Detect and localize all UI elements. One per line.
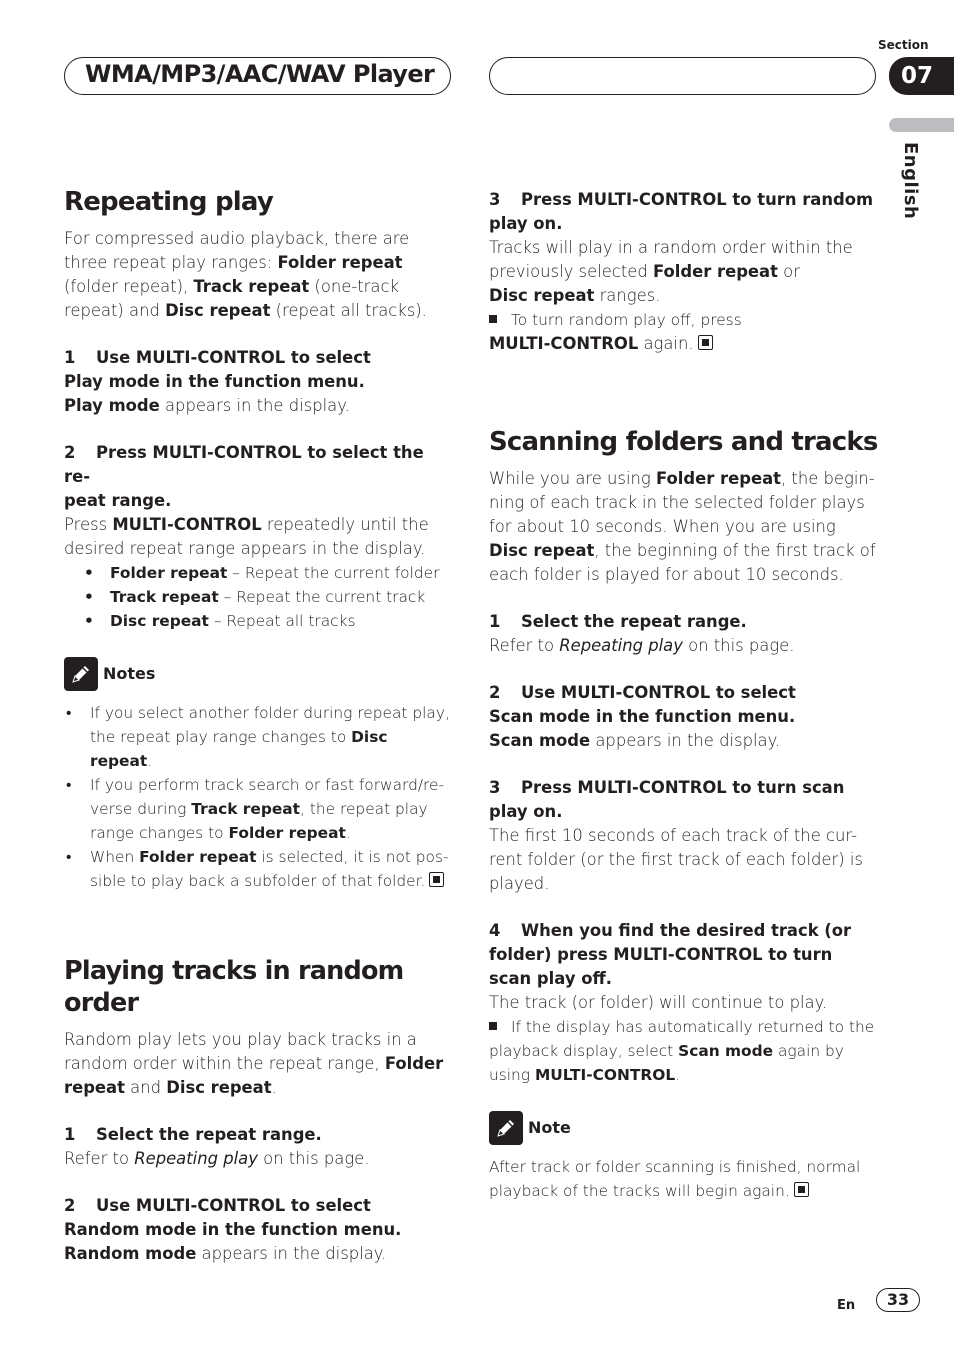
repeating-step-2-body: Press MULTI-CONTROL repeatedly until the desired repeat range appears in the display. [64,515,429,558]
language-tab [889,118,954,132]
end-mark-icon [794,1182,809,1197]
notes-header [64,657,454,691]
scanning-step-4: 4 When you find the desired track (or folder) press MULTI-CONTROL to turn scan play off. [489,921,852,988]
list-item: • Track repeat – Repeat the current track [64,585,454,609]
repeating-intro: For compressed audio playback, there are three repeat play ranges: Folder repeat (folder repeat), Track repeat (one-track repeat) and Disc repeat (repeat all tracks). [64,229,427,320]
list-item: • Disc repeat – Repeat all tracks [64,609,454,633]
footer-language-code: En [837,1298,856,1313]
tip-square-icon [489,1022,497,1030]
random-tip: To turn random play off, press MULTI-CONTROL again. [489,311,742,353]
page-number: 33 [876,1288,920,1312]
repeating-step-2: 2 Press MULTI-CONTROL to select the re- peat range. [64,443,424,510]
scanning-step-3: 3 Press MULTI-CONTROL to turn scan play on. [489,778,845,821]
header-blank-frame [489,57,876,95]
tip-square-icon [489,315,497,323]
scanning-heading: Scanning folders and tracks [489,427,878,457]
scanning-step-4-body: The track (or folder) will continue to play. [489,993,828,1012]
note-header [489,1111,879,1145]
end-mark-icon [429,872,444,887]
repeating-step-1-body: Play mode appears in the display. [64,396,350,415]
scanning-step-2: 2 Use MULTI-CONTROL to select Scan mode in the function menu. [489,683,796,726]
note-label: Note [528,1118,571,1137]
scanning-step-1-body: Refer to Repeating play on this page. [489,636,795,655]
random-step-2-body: Random mode appears in the display. [64,1244,387,1263]
right-column [489,188,879,1203]
section-number-tab: 07 [889,57,954,95]
scanning-tip: If the display has automatically returned to the playback display, select Scan mode again by using MULTI-CONTROL. [489,1018,875,1084]
note-pencil-icon [489,1111,523,1145]
notes-label: Notes [103,664,156,683]
language-label: English [900,142,921,220]
end-mark-icon [698,335,713,350]
list-item: • Folder repeat – Repeat the current folder [64,561,454,585]
repeating-step-1: 1 Use MULTI-CONTROL to select Play mode in the function menu. [64,348,371,391]
scanning-step-2-body: Scan mode appears in the display. [489,731,781,750]
scanning-intro: While you are using Folder repeat, the begin-ning of each track in the selected folder plays for about 10 seconds. When you are using Disc repeat, the beginning of the first track of each folder is played for about 10 seconds. [489,469,876,584]
random-step-1: 1 Select the repeat range. [64,1125,322,1144]
note-item: • If you perform track search or fast forward/re-verse during Track repeat, the repeat play range changes to Folder repeat. [64,773,454,845]
random-intro: Random play lets you play back tracks in a random order within the repeat range, Folder repeat and Disc repeat. [64,1030,444,1097]
page-header-title: WMA/MP3/AAC/WAV Player [85,60,435,88]
scanning-note-text: After track or folder scanning is finished, normal playback of the tracks will begin again. [489,1158,861,1200]
random-step-2: 2 Use MULTI-CONTROL to select Random mode in the function menu. [64,1196,402,1239]
note-item: • If you select another folder during repeat play, the repeat play range changes to Disc repeat. [64,701,454,773]
left-column [64,186,454,1266]
header-title-frame [64,57,451,95]
scanning-step-3-body: The first 10 seconds of each track of the cur-rent folder (or the first track of each folder) is played. [489,826,863,893]
note-pencil-icon [64,657,98,691]
scanning-step-1: 1 Select the repeat range. [489,612,747,631]
random-step-3: 3 Press MULTI-CONTROL to turn random play on. [489,190,874,233]
repeating-heading: Repeating play [64,187,273,217]
random-heading: Playing tracks in random order [64,956,404,1018]
random-step-1-body: Refer to Repeating play on this page. [64,1149,370,1168]
note-item: • When Folder repeat is selected, it is not pos-sible to play back a subfolder of that folder. [64,845,454,893]
random-step-3-body: Tracks will play in a random order within the previously selected Folder repeat or Disc repeat ranges. [489,238,853,305]
section-label: Section [878,38,929,52]
